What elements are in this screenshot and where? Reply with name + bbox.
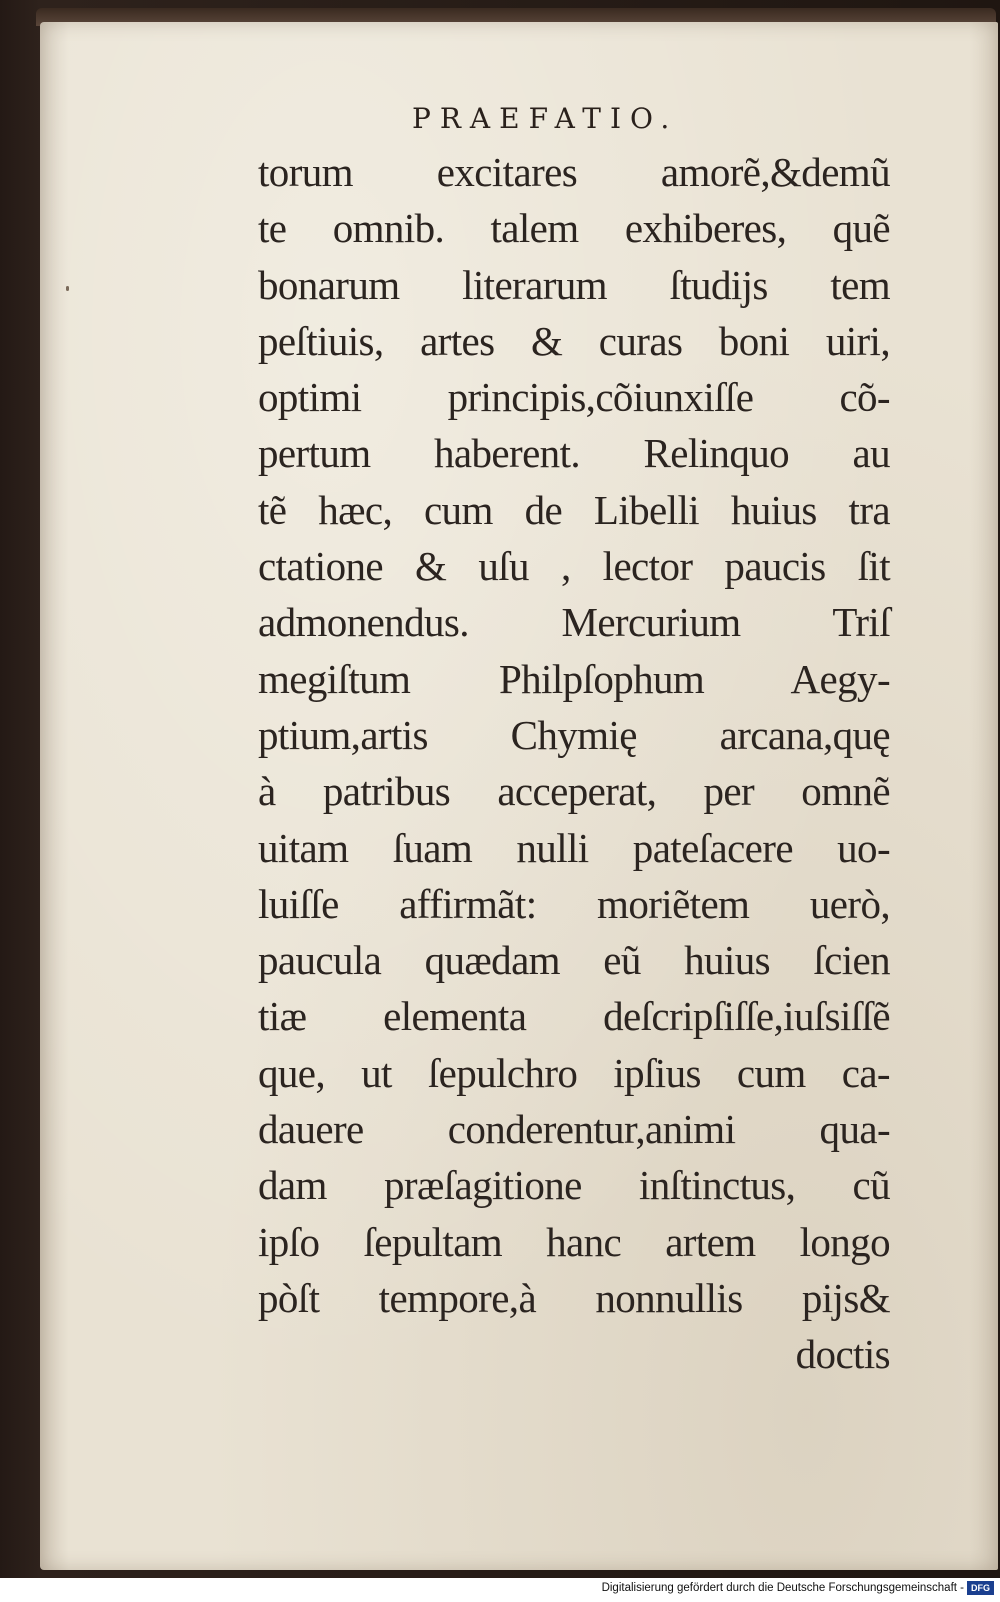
text-line: tiæ elementa deſcripſiſſe,iuſsiſſẽ (258, 993, 890, 1040)
text-line: te omnib. talem exhiberes, quẽ (258, 205, 890, 252)
text-line: ipſo ſepultam hanc artem longo (258, 1218, 890, 1265)
dfg-logo: DFG (967, 1581, 994, 1595)
funding-credit: Digitalisierung gefördert durch die Deutsche Forschungsgemeinschaft - (601, 1582, 964, 1594)
text-line: à patribus acceperat, per omnẽ (258, 768, 890, 815)
text-line: luiſſe affirmãt: moriẽtem uerò, (258, 880, 890, 927)
running-title: PRAEFATIO. (412, 102, 679, 135)
text-line: ctatione & uſu , lector paucis ſit (258, 543, 890, 590)
page-body (258, 144, 890, 1383)
text-line: dam præſagitione inſtinctus, cũ (258, 1162, 890, 1209)
text-line: ptium,artis Chymię arcana,quę (258, 711, 890, 758)
catchword: doctis (795, 1331, 890, 1378)
text-line: que, ut ſepulchro ipſius cum ca- (258, 1049, 890, 1096)
text-line: pertum haberent. Relinquo au (258, 430, 890, 477)
text-line: megiſtum Philpſophum Aegy- (258, 655, 890, 702)
text-line: optimi principis,cõiunxiſſe cõ- (258, 374, 890, 421)
text-line: tẽ hæc, cum de Libelli huius tra (258, 486, 890, 533)
text-line: uitam ſuam nulli pateſacere uo- (258, 824, 890, 871)
text-line: pòſt tempore,à nonnullis pijs& (258, 1274, 890, 1321)
text-line: bonarum literarum ſtudijs tem (258, 261, 890, 308)
text-line: paucula quædam eũ huius ſcien (258, 937, 890, 984)
text-line: torum excitares amorẽ,&demũ (258, 149, 890, 195)
text-line: peſtiuis, artes & curas boni uiri, (258, 317, 890, 364)
margin-mark (66, 286, 69, 291)
text-line: dauere conderentur,animi qua- (258, 1106, 890, 1153)
text-line: admonendus. Mercurium Triſ (258, 599, 890, 646)
